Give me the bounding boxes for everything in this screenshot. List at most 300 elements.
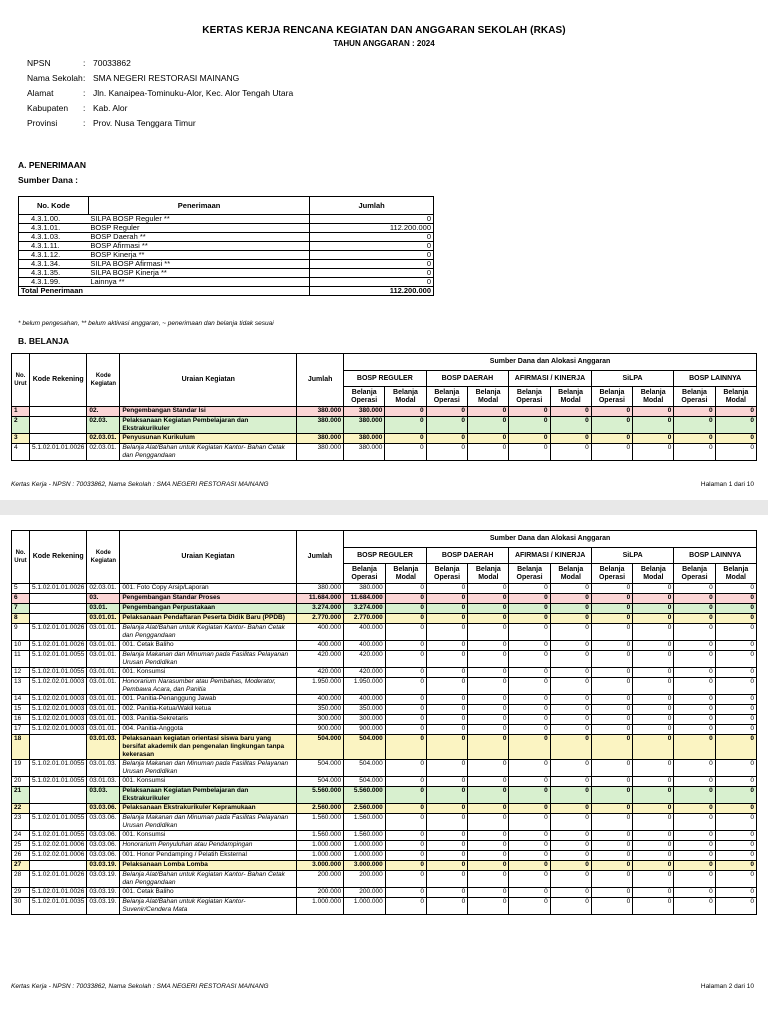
no-urut-cell: 24 bbox=[12, 831, 30, 841]
kode-rekening-cell: 5.1.02.02.01.0003 bbox=[29, 695, 86, 705]
no-urut-cell: 25 bbox=[12, 841, 30, 851]
alokasi-cell: 400.000 bbox=[344, 695, 386, 705]
belanja-operasi-header: Belanja Operasi bbox=[591, 387, 632, 407]
alokasi-cell: 0 bbox=[715, 624, 756, 641]
alokasi-cell: 0 bbox=[633, 898, 674, 915]
alokasi-cell: 0 bbox=[633, 434, 674, 444]
section-belanja-heading: B. BELANJA bbox=[18, 336, 70, 346]
alokasi-cell: 0 bbox=[426, 814, 467, 831]
alokasi-cell: 0 bbox=[674, 614, 715, 624]
alokasi-cell: 0 bbox=[591, 831, 632, 841]
penerimaan-row bbox=[19, 260, 434, 269]
col-no-kode: No. Kode bbox=[19, 197, 89, 215]
alokasi-cell: 0 bbox=[633, 705, 674, 715]
belanja-modal-header: Belanja Modal bbox=[715, 387, 756, 407]
belanja-operasi-header: Belanja Operasi bbox=[426, 564, 467, 584]
col-no-urut: No. Urut bbox=[12, 354, 30, 407]
alokasi-cell: 0 bbox=[468, 777, 509, 787]
belanja-row bbox=[12, 594, 757, 604]
kode-kegiatan-cell: 03.01.01. bbox=[87, 705, 120, 715]
alokasi-cell: 0 bbox=[509, 760, 550, 777]
kode-rekening-cell bbox=[29, 594, 86, 604]
jumlah-cell: 400.000 bbox=[296, 641, 343, 651]
alokasi-cell: 0 bbox=[591, 641, 632, 651]
uraian-cell: Belanja Alat/Bahan untuk Kegiatan Kantor- Bahan Cetak dan Penggandaan bbox=[120, 871, 296, 888]
alokasi-cell: 0 bbox=[550, 624, 591, 641]
belanja-row bbox=[12, 695, 757, 705]
alokasi-cell: 0 bbox=[633, 678, 674, 695]
alokasi-cell: 0 bbox=[591, 604, 632, 614]
alokasi-cell: 0 bbox=[633, 407, 674, 417]
alokasi-cell: 0 bbox=[385, 888, 426, 898]
jumlah-cell: 0 bbox=[310, 269, 434, 278]
uraian-cell: Pelaksanaan Lomba Lomba bbox=[120, 861, 296, 871]
belanja-modal-header: Belanja Modal bbox=[715, 564, 756, 584]
alokasi-cell: 0 bbox=[715, 715, 756, 725]
belanja-row bbox=[12, 668, 757, 678]
alokasi-cell: 0 bbox=[591, 678, 632, 695]
alokasi-cell: 0 bbox=[509, 604, 550, 614]
info-nama-sekolah: Nama Sekolah : SMA NEGERI RESTORASI MAINANG bbox=[27, 73, 240, 83]
alokasi-cell: 0 bbox=[426, 624, 467, 641]
kode-kegiatan-cell: 02.03.01. bbox=[87, 444, 120, 461]
alokasi-cell: 0 bbox=[509, 651, 550, 668]
belanja-row bbox=[12, 841, 757, 851]
no-urut-cell: 5 bbox=[12, 584, 30, 594]
belanja-row bbox=[12, 715, 757, 725]
no-urut-cell: 10 bbox=[12, 641, 30, 651]
kode-rekening-cell: 5.1.02.02.01.0006 bbox=[29, 851, 86, 861]
alokasi-cell: 0 bbox=[426, 651, 467, 668]
belanja-row bbox=[12, 861, 757, 871]
no-urut-cell: 30 bbox=[12, 898, 30, 915]
alokasi-cell: 0 bbox=[674, 434, 715, 444]
kode-kegiatan-cell: 03.01.03. bbox=[87, 777, 120, 787]
alokasi-cell: 0 bbox=[674, 407, 715, 417]
no-urut-cell: 27 bbox=[12, 861, 30, 871]
uraian-cell: 001. Konsumsi bbox=[120, 668, 296, 678]
alokasi-cell: 0 bbox=[468, 641, 509, 651]
alokasi-cell: 0 bbox=[468, 695, 509, 705]
kode-kegiatan-cell: 02.03.01. bbox=[87, 434, 120, 444]
kode-rekening-cell: 5.1.02.01.01.0026 bbox=[29, 444, 86, 461]
alokasi-cell: 0 bbox=[591, 725, 632, 735]
alokasi-cell: 0 bbox=[509, 584, 550, 594]
kode-rekening-cell bbox=[29, 407, 86, 417]
penerimaan-cell: SILPA BOSP Kinerja ** bbox=[88, 269, 309, 278]
alokasi-cell: 0 bbox=[385, 695, 426, 705]
uraian-cell: Pelaksanaan Kegiatan Pembelajaran dan Ekstrakurikuler bbox=[120, 787, 296, 804]
alokasi-cell: 0 bbox=[633, 861, 674, 871]
belanja-row bbox=[12, 871, 757, 888]
alokasi-cell: 0 bbox=[468, 735, 509, 760]
alokasi-cell: 0 bbox=[674, 695, 715, 705]
alokasi-cell: 0 bbox=[385, 777, 426, 787]
alokasi-cell: 0 bbox=[591, 651, 632, 668]
document-page-1 bbox=[0, 0, 768, 500]
alokasi-cell: 0 bbox=[633, 614, 674, 624]
alokasi-cell: 0 bbox=[715, 705, 756, 715]
jumlah-cell: 200.000 bbox=[296, 888, 343, 898]
alokasi-cell: 0 bbox=[674, 417, 715, 434]
kode-kegiatan-cell: 03.01.01. bbox=[87, 678, 120, 695]
col-kode-rekening: Kode Rekening bbox=[29, 531, 86, 584]
kode-kegiatan-cell: 03.01.01. bbox=[87, 715, 120, 725]
alokasi-cell: 0 bbox=[674, 725, 715, 735]
jumlah-cell: 400.000 bbox=[296, 695, 343, 705]
uraian-cell: 001. Cetak Baliho bbox=[120, 641, 296, 651]
alokasi-cell: 420.000 bbox=[344, 651, 386, 668]
alokasi-cell: 0 bbox=[674, 804, 715, 814]
no-urut-cell: 17 bbox=[12, 725, 30, 735]
alokasi-cell: 0 bbox=[385, 705, 426, 715]
alokasi-cell: 0 bbox=[468, 624, 509, 641]
alokasi-cell: 0 bbox=[550, 668, 591, 678]
alokasi-cell: 0 bbox=[426, 898, 467, 915]
alokasi-cell: 0 bbox=[674, 861, 715, 871]
kode-rekening-cell bbox=[29, 417, 86, 434]
alokasi-cell: 504.000 bbox=[344, 777, 386, 787]
col-jumlah: Jumlah bbox=[296, 531, 343, 584]
alokasi-cell: 420.000 bbox=[344, 668, 386, 678]
alokasi-cell: 0 bbox=[468, 604, 509, 614]
no-urut-cell: 13 bbox=[12, 678, 30, 695]
alokasi-cell: 0 bbox=[715, 678, 756, 695]
alokasi-cell: 0 bbox=[550, 888, 591, 898]
belanja-modal-header: Belanja Modal bbox=[550, 564, 591, 584]
jumlah-cell: 1.000.000 bbox=[296, 851, 343, 861]
alokasi-cell: 0 bbox=[633, 444, 674, 461]
alokasi-cell: 0 bbox=[509, 407, 550, 417]
alokasi-cell: 1.000.000 bbox=[344, 841, 386, 851]
alokasi-cell: 0 bbox=[715, 898, 756, 915]
alokasi-cell: 0 bbox=[591, 695, 632, 705]
alokasi-cell: 0 bbox=[426, 604, 467, 614]
belanja-modal-header: Belanja Modal bbox=[633, 564, 674, 584]
alokasi-cell: 0 bbox=[715, 407, 756, 417]
alokasi-cell: 0 bbox=[509, 444, 550, 461]
alokasi-cell: 0 bbox=[715, 604, 756, 614]
jumlah-cell: 380.000 bbox=[297, 407, 344, 417]
jumlah-cell: 504.000 bbox=[296, 735, 343, 760]
penerimaan-row bbox=[19, 242, 434, 251]
alokasi-cell: 0 bbox=[468, 787, 509, 804]
alokasi-cell: 0 bbox=[591, 594, 632, 604]
page-title: KERTAS KERJA RENCANA KEGIATAN DAN ANGGARAN SEKOLAH (RKAS) bbox=[202, 25, 566, 36]
kode-cell: 4.3.1.00. bbox=[19, 215, 89, 224]
alokasi-cell: 0 bbox=[426, 804, 467, 814]
belanja-row bbox=[12, 614, 757, 624]
penerimaan-row bbox=[19, 224, 434, 233]
footnote: * belum pengesahan, ** belum aktivasi anggaran, ~ penerimaan dan belanja tidak sesuai bbox=[18, 320, 274, 327]
alokasi-cell: 0 bbox=[715, 641, 756, 651]
page-separator bbox=[0, 500, 768, 515]
alokasi-cell: 1.560.000 bbox=[344, 831, 386, 841]
alokasi-cell: 0 bbox=[715, 594, 756, 604]
belanja-row bbox=[12, 814, 757, 831]
footer-page-number: Halaman 2 dari 10 bbox=[700, 983, 754, 990]
alokasi-cell: 0 bbox=[509, 735, 550, 760]
alokasi-cell: 0 bbox=[633, 584, 674, 594]
penerimaan-table bbox=[18, 196, 434, 296]
no-urut-cell: 4 bbox=[12, 444, 30, 461]
alokasi-cell: 3.274.000 bbox=[344, 604, 386, 614]
uraian-cell: 004. Panitia-Anggota bbox=[120, 725, 296, 735]
alokasi-cell: 0 bbox=[633, 760, 674, 777]
alokasi-cell: 0 bbox=[385, 624, 426, 641]
belanja-row bbox=[12, 851, 757, 861]
info-kabupaten: Kabupaten : Kab. Alor bbox=[27, 103, 128, 113]
jumlah-cell: 400.000 bbox=[296, 624, 343, 641]
kode-kegiatan-cell: 03.01.01. bbox=[87, 695, 120, 705]
alokasi-cell: 0 bbox=[509, 725, 550, 735]
group-header: BOSP LAINNYA bbox=[674, 371, 757, 387]
alokasi-cell: 0 bbox=[426, 668, 467, 678]
kode-rekening-cell: 5.1.02.01.01.0055 bbox=[29, 777, 86, 787]
alokasi-cell: 0 bbox=[591, 804, 632, 814]
alokasi-cell: 0 bbox=[509, 888, 550, 898]
col-kode-kegiatan: Kode Kegiatan bbox=[87, 354, 120, 407]
alokasi-cell: 0 bbox=[468, 715, 509, 725]
no-urut-cell: 15 bbox=[12, 705, 30, 715]
alokasi-cell: 0 bbox=[550, 604, 591, 614]
no-urut-cell: 12 bbox=[12, 668, 30, 678]
col-sumber-dana: Sumber Dana dan Alokasi Anggaran bbox=[344, 531, 757, 548]
belanja-row bbox=[12, 417, 757, 434]
alokasi-cell: 0 bbox=[715, 735, 756, 760]
col-kode-rekening: Kode Rekening bbox=[29, 354, 86, 407]
alokasi-cell: 0 bbox=[509, 841, 550, 851]
alokasi-cell: 0 bbox=[550, 651, 591, 668]
jumlah-cell: 380.000 bbox=[297, 417, 344, 434]
alokasi-cell: 0 bbox=[426, 584, 467, 594]
alokasi-cell: 0 bbox=[674, 735, 715, 760]
alokasi-cell: 0 bbox=[550, 841, 591, 851]
alokasi-cell: 380.000 bbox=[344, 444, 385, 461]
alokasi-cell: 0 bbox=[467, 417, 508, 434]
uraian-cell: Belanja Alat/Bahan untuk Kegiatan Kantor- Bahan Cetak dan Penggandaan bbox=[120, 624, 296, 641]
kode-rekening-cell: 5.1.02.01.01.0026 bbox=[29, 871, 86, 888]
alokasi-cell: 0 bbox=[674, 851, 715, 861]
alokasi-cell: 0 bbox=[591, 787, 632, 804]
alokasi-cell: 0 bbox=[426, 888, 467, 898]
alokasi-cell: 0 bbox=[550, 614, 591, 624]
alokasi-cell: 0 bbox=[385, 444, 426, 461]
belanja-modal-header: Belanja Modal bbox=[633, 387, 674, 407]
belanja-operasi-header: Belanja Operasi bbox=[674, 387, 715, 407]
uraian-cell: Pelaksanaan Kegiatan Pembelajaran dan Ekstrakurikuler bbox=[120, 417, 297, 434]
jumlah-cell: 0 bbox=[310, 242, 434, 251]
alokasi-cell: 0 bbox=[385, 861, 426, 871]
alokasi-cell: 0 bbox=[715, 787, 756, 804]
alokasi-cell: 0 bbox=[715, 417, 756, 434]
no-urut-cell: 23 bbox=[12, 814, 30, 831]
alokasi-cell: 0 bbox=[550, 407, 591, 417]
alokasi-cell: 0 bbox=[468, 668, 509, 678]
kode-cell: 4.3.1.11. bbox=[19, 242, 89, 251]
kode-kegiatan-cell: 03.01.01. bbox=[87, 614, 120, 624]
alokasi-cell: 0 bbox=[426, 407, 467, 417]
no-urut-cell: 8 bbox=[12, 614, 30, 624]
page-subtitle: TAHUN ANGGARAN : 2024 bbox=[333, 39, 435, 48]
alokasi-cell: 0 bbox=[385, 871, 426, 888]
no-urut-cell: 16 bbox=[12, 715, 30, 725]
group-header: BOSP DAERAH bbox=[426, 548, 508, 564]
alokasi-cell: 0 bbox=[633, 695, 674, 705]
kode-kegiatan-cell: 03.01. bbox=[87, 604, 120, 614]
footer-page-number: Halaman 1 dari 10 bbox=[700, 481, 754, 488]
alokasi-cell: 11.684.000 bbox=[344, 594, 386, 604]
alokasi-cell: 380.000 bbox=[344, 407, 385, 417]
alokasi-cell: 0 bbox=[550, 678, 591, 695]
belanja-row bbox=[12, 641, 757, 651]
alokasi-cell: 0 bbox=[385, 735, 426, 760]
alokasi-cell: 380.000 bbox=[344, 584, 386, 594]
alokasi-cell: 0 bbox=[633, 804, 674, 814]
alokasi-cell: 0 bbox=[509, 434, 550, 444]
alokasi-cell: 0 bbox=[426, 735, 467, 760]
belanja-row bbox=[12, 444, 757, 461]
belanja-row bbox=[12, 584, 757, 594]
alokasi-cell: 0 bbox=[550, 641, 591, 651]
no-urut-cell: 9 bbox=[12, 624, 30, 641]
alokasi-cell: 0 bbox=[715, 831, 756, 841]
alokasi-cell: 0 bbox=[591, 614, 632, 624]
alokasi-cell: 0 bbox=[468, 678, 509, 695]
alokasi-cell: 300.000 bbox=[344, 715, 386, 725]
col-no-urut: No. Urut bbox=[12, 531, 30, 584]
alokasi-cell: 0 bbox=[591, 584, 632, 594]
alokasi-cell: 0 bbox=[715, 814, 756, 831]
kode-kegiatan-cell: 03.03.06. bbox=[87, 831, 120, 841]
group-header: BOSP DAERAH bbox=[426, 371, 509, 387]
jumlah-cell: 0 bbox=[310, 251, 434, 260]
alokasi-cell: 0 bbox=[426, 705, 467, 715]
alokasi-cell: 0 bbox=[715, 444, 756, 461]
alokasi-cell: 0 bbox=[715, 695, 756, 705]
alokasi-cell: 0 bbox=[591, 735, 632, 760]
alokasi-cell: 0 bbox=[426, 695, 467, 705]
uraian-cell: Honorarium Narasumber atau Pembahas, Moderator, Pembawa Acara, dan Panitia bbox=[120, 678, 296, 695]
alokasi-cell: 0 bbox=[674, 678, 715, 695]
kode-kegiatan-cell: 03.01.01. bbox=[87, 668, 120, 678]
alokasi-cell: 0 bbox=[426, 777, 467, 787]
alokasi-cell: 380.000 bbox=[344, 417, 385, 434]
alokasi-cell: 0 bbox=[509, 871, 550, 888]
alokasi-cell: 0 bbox=[674, 777, 715, 787]
no-urut-cell: 2 bbox=[12, 417, 30, 434]
alokasi-cell: 2.560.000 bbox=[344, 804, 386, 814]
no-urut-cell: 29 bbox=[12, 888, 30, 898]
uraian-cell: 001. Honor Pendamping / Pelatih Eksternal bbox=[120, 851, 296, 861]
penerimaan-row bbox=[19, 251, 434, 260]
alokasi-cell: 200.000 bbox=[344, 871, 386, 888]
uraian-cell: Pelaksanaan Pendaftaran Peserta Didik Baru (PPDB) bbox=[120, 614, 296, 624]
kode-rekening-cell bbox=[29, 735, 86, 760]
header-row bbox=[12, 354, 757, 371]
kode-kegiatan-cell: 03.01.01. bbox=[87, 725, 120, 735]
no-urut-cell: 6 bbox=[12, 594, 30, 604]
alokasi-cell: 0 bbox=[426, 841, 467, 851]
alokasi-cell: 0 bbox=[509, 641, 550, 651]
belanja-operasi-header: Belanja Operasi bbox=[344, 564, 386, 584]
kode-rekening-cell: 5.1.02.01.01.0055 bbox=[29, 831, 86, 841]
alokasi-cell: 0 bbox=[385, 851, 426, 861]
alokasi-cell: 0 bbox=[633, 787, 674, 804]
no-urut-cell: 7 bbox=[12, 604, 30, 614]
belanja-row bbox=[12, 831, 757, 841]
alokasi-cell: 0 bbox=[385, 641, 426, 651]
alokasi-cell: 0 bbox=[385, 584, 426, 594]
alokasi-cell: 0 bbox=[550, 861, 591, 871]
alokasi-cell: 0 bbox=[674, 871, 715, 888]
alokasi-cell: 0 bbox=[468, 871, 509, 888]
alokasi-cell: 0 bbox=[633, 624, 674, 641]
penerimaan-rows bbox=[19, 215, 434, 296]
alokasi-cell: 0 bbox=[715, 777, 756, 787]
jumlah-cell: 2.560.000 bbox=[296, 804, 343, 814]
alokasi-cell: 0 bbox=[509, 861, 550, 871]
kode-kegiatan-cell: 03.03. bbox=[87, 787, 120, 804]
kode-rekening-cell: 5.1.02.01.01.0055 bbox=[29, 668, 86, 678]
alokasi-cell: 0 bbox=[550, 735, 591, 760]
alokasi-cell: 0 bbox=[633, 841, 674, 851]
alokasi-cell: 1.000.000 bbox=[344, 851, 386, 861]
kode-kegiatan-cell: 02. bbox=[87, 407, 120, 417]
alokasi-cell: 0 bbox=[550, 584, 591, 594]
alokasi-cell: 0 bbox=[633, 777, 674, 787]
alokasi-cell: 0 bbox=[426, 614, 467, 624]
belanja-row bbox=[12, 705, 757, 715]
alokasi-cell: 0 bbox=[633, 651, 674, 668]
info-provinsi: Provinsi : Prov. Nusa Tenggara Timur bbox=[27, 118, 196, 128]
alokasi-cell: 0 bbox=[633, 851, 674, 861]
alokasi-cell: 0 bbox=[467, 407, 508, 417]
alokasi-cell: 0 bbox=[550, 705, 591, 715]
group-header: BOSP REGULER bbox=[344, 548, 427, 564]
alokasi-cell: 0 bbox=[591, 871, 632, 888]
belanja-row bbox=[12, 777, 757, 787]
alokasi-cell: 0 bbox=[509, 777, 550, 787]
uraian-cell: Pelaksanaan kegiatan orientasi siswa baru yang bersifat akademik dan pengenalan lingkungan tanpa kekerasan bbox=[120, 735, 296, 760]
alokasi-cell: 0 bbox=[591, 407, 632, 417]
alokasi-cell: 0 bbox=[674, 668, 715, 678]
alokasi-cell: 0 bbox=[633, 735, 674, 760]
kode-kegiatan-cell: 03.01.01. bbox=[87, 624, 120, 641]
alokasi-cell: 0 bbox=[468, 804, 509, 814]
belanja-row bbox=[12, 725, 757, 735]
jumlah-cell: 0 bbox=[310, 278, 434, 287]
document-page-2 bbox=[0, 515, 768, 1024]
alokasi-cell: 0 bbox=[550, 444, 591, 461]
penerimaan-cell: BOSP Afirmasi ** bbox=[88, 242, 309, 251]
alokasi-cell: 0 bbox=[633, 417, 674, 434]
uraian-cell: 001. Foto Copy Arsip/Laporan bbox=[120, 584, 296, 594]
kode-kegiatan-cell: 03.03.19. bbox=[87, 861, 120, 871]
alokasi-cell: 0 bbox=[674, 715, 715, 725]
jumlah-cell: 3.274.000 bbox=[296, 604, 343, 614]
footer-left: Kertas Kerja - NPSN : 70033862, Nama Sekolah : SMA NEGERI RESTORASI MAINANG bbox=[11, 983, 269, 990]
alokasi-cell: 0 bbox=[468, 861, 509, 871]
alokasi-cell: 0 bbox=[591, 624, 632, 641]
kode-rekening-cell bbox=[29, 614, 86, 624]
penerimaan-cell: BOSP Reguler bbox=[88, 224, 309, 233]
alokasi-cell: 0 bbox=[509, 678, 550, 695]
alokasi-cell: 900.000 bbox=[344, 725, 386, 735]
kode-kegiatan-cell: 02.03. bbox=[87, 417, 120, 434]
alokasi-cell: 400.000 bbox=[344, 641, 386, 651]
alokasi-cell: 0 bbox=[509, 787, 550, 804]
